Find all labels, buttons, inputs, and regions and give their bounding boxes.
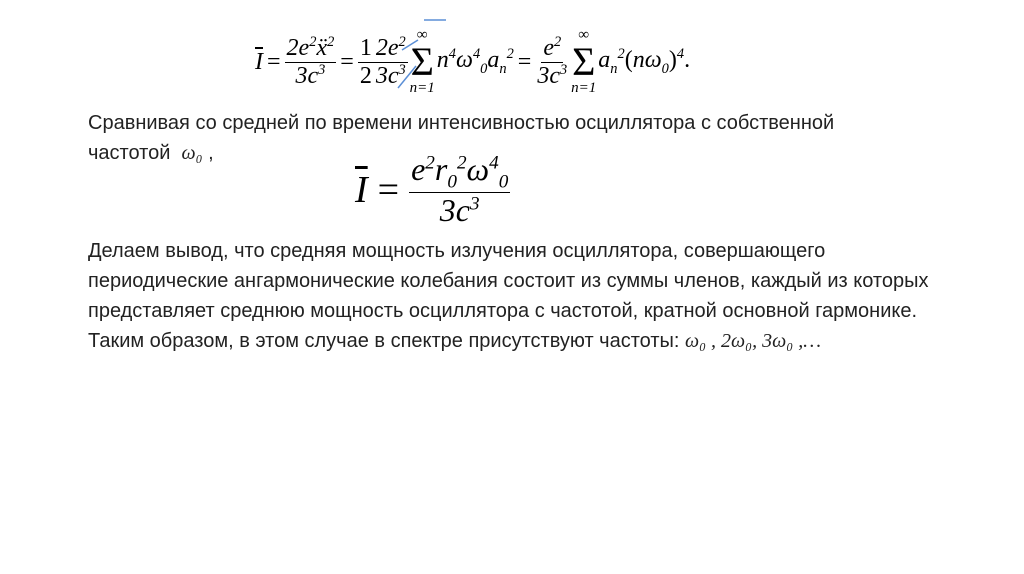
frequencies-list: ω₀ , 2ω₀, 3ω₀ ,… [684, 330, 821, 352]
fraction-e2-3c3: $\frac{e^2}{3c^3}$ [537, 34, 568, 89]
term-n4-omega4-an2: $n^4\omega^4_0a_n^2$ [436, 46, 514, 77]
formula-average-intensity-expansion: $\overline{I}$ = $\frac{2e^2ẍ^2}{3c^3}$ = $\frac{1}{2}$ $\frac{2e^2}{3c^3}$ ∞ Σ n=1 $n^4\omega^4_0a_n^2$ = $\frac{e^2}{3c^3}$ ∞ Σ n=1 $a_n^2(n\omega_0)^4$. [255, 27, 691, 96]
formula-oscillator-average-intensity: $\overline{I}$ = $\frac{e^2r_0^2\omega^4_0}{3c^3}$ [355, 150, 509, 229]
term-an2-nomega0-4: $a_n^2(n\omega_0)^4$. [598, 46, 691, 77]
paragraph-comparison-line2: частотой [88, 142, 171, 164]
symbol-I-bar-large: $\overline{I}$ [355, 169, 368, 211]
paragraph-comparison-line1: Сравнивая со средней по времени интенсивностью осциллятора с собственной [88, 112, 835, 134]
fraction-one-half: $\frac{1}{2}$ [359, 35, 372, 89]
summation-1: ∞ Σ n=1 [409, 27, 435, 96]
fraction-e2r02omega04-3c3: $\frac{e^2r_0^2\omega^4_0}{3c^3}$ [411, 150, 509, 229]
symbol-I-bar: $\overline{I}$ [255, 48, 263, 75]
paragraph-conclusion [88, 236, 968, 356]
fraction-2e2x2-3c3: $\frac{2e^2ẍ^2}{3c^3}$ [286, 34, 335, 89]
paragraph-conclusion-last: частоты: [599, 330, 685, 352]
summation-2: ∞ Σ n=1 [571, 27, 597, 96]
pen-annotation-marks [380, 18, 460, 98]
paragraph-comparison: Сравнивая со средней по времени интенсивностью осциллятора с собственной частотой ω₀ , [88, 108, 968, 168]
omega0-symbol: ω₀ [181, 142, 203, 164]
paragraph-conclusion-text: Делаем вывод, что средняя мощность излучения осциллятора, совершающего периодические ангармонические колебания состоит из суммы членов, каждый из которых представляет среднюю мощность осциллятора с частотой, кратной основной гармонике. Таким образом, в этом случае в спектре присутствуют [88, 240, 929, 352]
fraction-2e2-3c3: $\frac{2e^2}{3c^3}$ [375, 34, 406, 89]
